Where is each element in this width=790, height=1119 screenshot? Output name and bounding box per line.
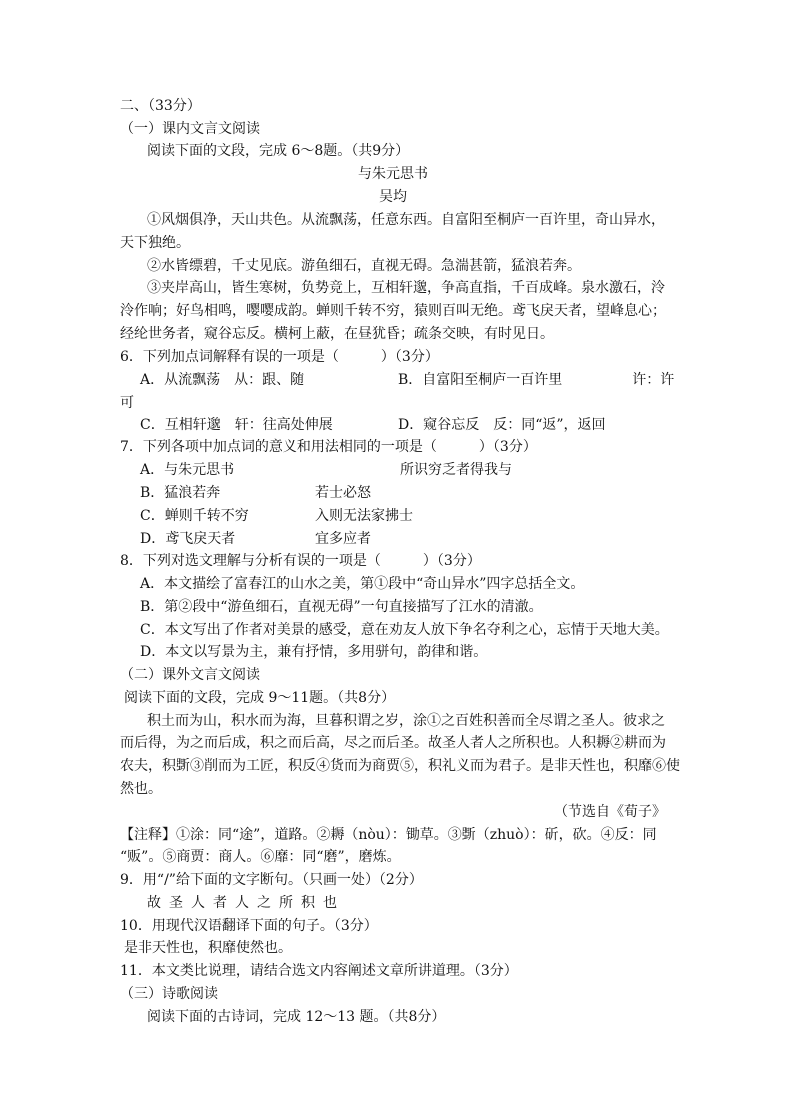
paragraph-1-line-2: 天下独绝。 (120, 235, 190, 251)
paragraph-3-line-1: ③夹岸高山，皆生寒树，负势竞上，互相轩邈，争高直指，千百成峰。泉水激石，泠 (147, 280, 665, 296)
passage-author: 吴均 (379, 189, 407, 205)
question-9-stem: 9．用“/”给下面的文字断句。（只画一处）（2分） (120, 872, 423, 888)
question-10-stem: 10．用现代汉语翻译下面的句子。（3分） (120, 918, 378, 934)
question-8-stem: 8．下列对选文理解与分析有误的一项是（ ）（3分） (120, 553, 481, 569)
question-8-option-c: C．本文写出了作者对美景的感受，意在劝友人放下争名夺利之心，忘情于天地大美。 (140, 622, 669, 638)
question-9-text: 故圣人者人之所积也 (147, 895, 345, 911)
part2-passage-line-3: 农夫，积斲③削而为工匠，积反④货而为商贾⑤，积礼义而为君子。是非天性也，积靡⑥使 (120, 758, 680, 774)
passage-title: 与朱元思书 (358, 166, 428, 182)
question-7-option-c-right: 入则无法家拂士 (315, 508, 413, 524)
question-10-text: 是非天性也，积靡使然也。 (124, 940, 292, 956)
question-11-stem: 11．本文类比说理，请结合选文内容阐述文章所讲道理。（3分） (120, 963, 518, 979)
question-7-option-a-right: 所识穷乏者得我与 (400, 462, 512, 478)
section-heading: 二、（33分） (120, 98, 201, 114)
part2-instruction: 阅读下面的文段，完成 9～11题。（共8分） (124, 690, 396, 706)
question-6-stem: 6．下列加点词解释有误的一项是（ ）（3分） (120, 349, 439, 365)
question-6-option-b: B．自富阳至桐庐一百许里 许：许 (398, 372, 675, 388)
question-7-stem: 7．下列各项中加点词的意义和用法相同的一项是（ ）（3分） (120, 439, 537, 455)
question-7-option-d-left: D．鸢飞戾天者 (140, 531, 236, 547)
question-6-option-a: A．从流飘荡 从：跟、随 (140, 372, 305, 388)
part3-title: （三）诗歌阅读 (120, 986, 218, 1002)
part2-source: （节选自《荀子》 (554, 804, 666, 820)
part2-passage-line-2: 而后得，为之而后成，积之而后高，尽之而后圣。故圣人者人之所积也。人积耨②耕而为 (120, 735, 666, 751)
question-7-option-d (140, 529, 686, 551)
question-7-option-d-right: 宜多应者 (315, 531, 371, 547)
question-7-option-a-left: A．与朱元思书 (140, 462, 235, 478)
question-8-option-a: A．本文描绘了富春江的山水之美，第①段中“奇山异水”四字总括全文。 (140, 576, 585, 592)
question-7-option-a (140, 460, 686, 482)
part2-notes-line-2: “贩”。⑤商贾：商人。⑥靡：同“磨”，磨炼。 (120, 849, 401, 865)
part3-instruction: 阅读下面的古诗词，完成 12～13 题。（共8分） (147, 1009, 446, 1025)
question-6-option-c: C．互相轩邈 轩：往高处伸展 (140, 417, 333, 433)
question-7-option-c (140, 506, 686, 528)
question-6-option-d: D．窥谷忘反 反：同“返”，返回 (398, 417, 606, 433)
part1-title: （一）课内文言文阅读 (120, 121, 260, 137)
question-8-option-d: D．本文以写景为主，兼有抒情，多用骈句，韵律和谐。 (140, 644, 488, 660)
question-6-option-b-continued: 可 (120, 395, 134, 411)
question-7-option-c-left: C．蝉则千转不穷 (140, 508, 249, 524)
question-7-option-b-right: 若士必怒 (315, 485, 371, 501)
part2-passage-line-1: 积土而为山，积水而为海，旦暮积谓之岁，涂①之百姓积善而全尽谓之圣人。彼求之 (147, 713, 665, 729)
paragraph-3-line-3: 经纶世务者，窥谷忘反。横柯上蔽，在昼犹昏；疏条交映，有时见日。 (120, 326, 554, 342)
paragraph-1-line-1: ①风烟俱净，天山共色。从流飘荡，任意东西。自富阳至桐庐一百许里，奇山异水， (147, 212, 665, 228)
paragraph-2: ②水皆缥碧，千丈见底。游鱼细石，直视无碍。急湍甚箭，猛浪若奔。 (147, 258, 581, 274)
question-7-option-b-left: B．猛浪若奔 (140, 485, 221, 501)
question-8-option-b: B．第②段中“游鱼细石，直视无碍”一句直接描写了江水的清澈。 (140, 599, 543, 615)
part2-title: （二）课外文言文阅读 (120, 667, 260, 683)
question-7-option-b (140, 483, 686, 505)
part2-notes-line-1: 【注释】①涂：同“途”，道路。②耨（nòu）：锄草。③斲（zhuò）：斫，砍。④反：同 (120, 827, 657, 843)
part1-instruction: 阅读下面的文段，完成 6～8题。（共9分） (147, 143, 410, 159)
part2-passage-line-4: 然也。 (120, 781, 162, 797)
paragraph-3-line-2: 泠作响；好鸟相鸣，嘤嘤成韵。蝉则千转不穷，猿则百叫无绝。鸢飞戾天者，望峰息心； (120, 303, 666, 319)
